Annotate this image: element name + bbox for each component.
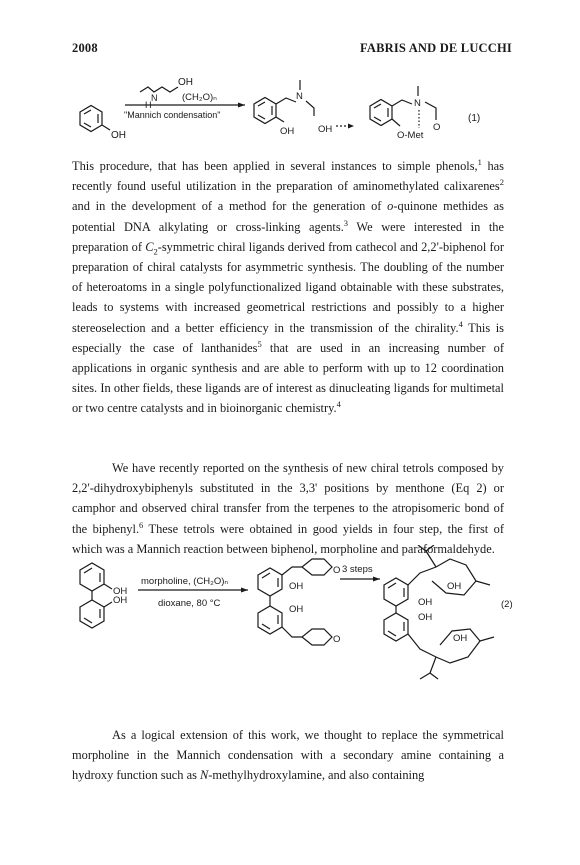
svg-text:O: O — [333, 565, 341, 576]
running-title: FABRIS AND DE LUCCHI — [359, 41, 512, 55]
svg-text:OH: OH — [318, 124, 333, 135]
svg-text:OH: OH — [453, 633, 468, 644]
svg-text:OH: OH — [289, 604, 304, 615]
eq-number-1: (1) — [468, 113, 481, 124]
bis-morpholine-product — [258, 559, 340, 645]
eq-number-2: (2) — [501, 599, 513, 610]
scheme2-reagent: morpholine, (CH₂O)ₙ — [141, 576, 229, 587]
tetrol-structure — [384, 545, 494, 679]
svg-text:H: H — [145, 100, 152, 110]
biphenol-structure — [80, 563, 127, 628]
svg-text:O: O — [433, 122, 441, 133]
svg-text:OH: OH — [447, 581, 462, 592]
page-number: 2008 — [72, 41, 98, 55]
scheme-1 — [0, 68, 580, 148]
paragraph-3: As a logical extension of this work, we thought to replace the symmetrical morpholine in the Mannich condensation with a secondary amine containing a hydroxy function such as N-methylhydroxylamine, and also containing — [72, 728, 504, 783]
svg-text:OH: OH — [418, 612, 433, 623]
svg-text:O-Met: O-Met — [397, 130, 424, 141]
phenol-oh-label: OH — [111, 130, 126, 141]
mannich-product-structure — [254, 80, 332, 137]
svg-text:OH: OH — [280, 126, 295, 137]
svg-text:OH: OH — [113, 595, 128, 606]
scheme2-condition: dioxane, 80 °C — [158, 598, 221, 609]
svg-text:N: N — [296, 91, 303, 102]
svg-text:OH: OH — [113, 586, 128, 597]
svg-text:OH: OH — [289, 581, 304, 592]
scheme1-condition: "Mannich condensation" — [124, 110, 221, 120]
svg-text:N: N — [151, 93, 158, 103]
paragraph-2: We have recently reported on the synthesis of new chiral tetrols composed by 2,2'-dihydroxybiphenyls substituted in the 3,3' positions by menthone (Eq 2) or camphor and observed chiral transfer from the terpenes to the atropisomeric bond of the biphenyl.$^6$ These tetrols were obtained in good yields in four step, the first of which was a Mannich reaction between biphenol, morpholine and paraformaldehyde. — [72, 461, 504, 556]
scheme1-reagent: (CH₂O)ₙ — [182, 92, 217, 103]
svg-text:O: O — [333, 634, 341, 645]
svg-text:OH: OH — [418, 597, 433, 608]
svg-text:OH: OH — [178, 77, 193, 88]
paragraph-1: This procedure, that has been applied in several instances to simple phenols,$^1$ has recently found useful utilization in the preparation of aminomethylated calixarenes$^2$ and in the development of a method for the generation of o-quinone methides as potential DNA alkylating or cross-linking agents.$^3$ We were interested in the preparation of $C_2$-symmetric chiral ligands derived from cathecol and 2,2'-biphenol for preparation of chiral catalysts for asymmetric synthesis. The doubling of the number of heteroatoms in a single polyfunctionalized ligand obtainable with these substrates, leads to systems with increased geometrical restrictions and possibly to a higher stereoselection and a better efficiency in the transmission of the chirality.$^4$ This is especially the case of lanthanides$^5$ that are used in an increasing number of applications in organic synthesis and are able to perform with up to 12 coordination sites. In other fields, these ligands are of interest as dinucleating ligands for multimetal or two centre catalysts and in bioinorganic chemistry.$^4$ — [72, 156, 504, 416]
metal-complex-structure — [370, 86, 440, 141]
svg-text:N: N — [414, 98, 421, 109]
scheme-2 — [0, 545, 580, 695]
scheme2-steps: 3 steps — [342, 564, 373, 575]
phenol-structure — [80, 106, 126, 142]
